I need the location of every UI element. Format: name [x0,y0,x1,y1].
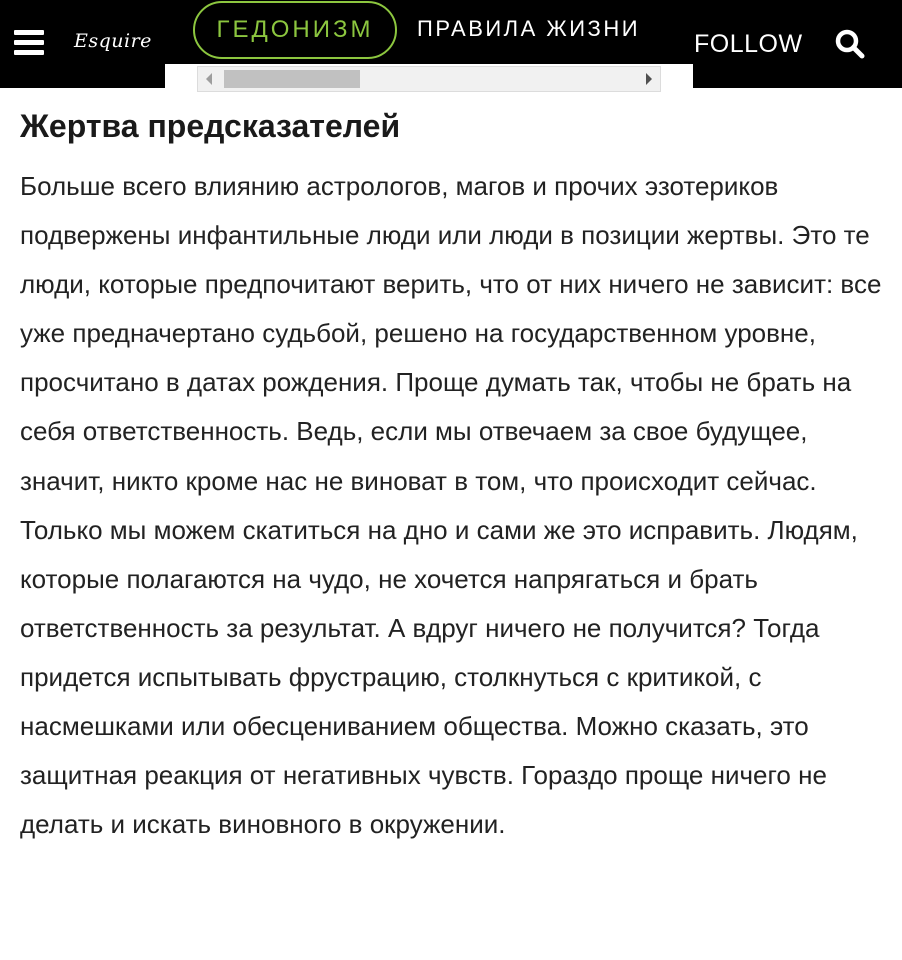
scroll-right-arrow-icon[interactable] [646,73,652,85]
top-navigation-bar [0,0,902,88]
esquire-logo[interactable]: Esquire [74,30,152,52]
horizontal-scrollbar[interactable] [197,66,661,92]
scroll-left-arrow-icon[interactable] [206,73,212,85]
follow-button[interactable]: FOLLOW [694,30,803,58]
menu-icon[interactable] [14,30,44,56]
article-body [20,100,892,849]
nav-item-pravila-zhizni[interactable]: ПРАВИЛА ЖИЗНИ [417,16,641,41]
scrollbar-thumb[interactable] [224,70,360,88]
article-heading: Жертва предсказателей [20,108,401,144]
article-paragraph: Больше всего влиянию астрологов, магов и прочих эзотериков подвержены инфантильные люди или люди в позиции жертвы. Это те люди, которые предпочитают верить, что от них ничего не зависит: все уже предначертано судьбой, решено на государственном уровне, просчитано в датах рождения. Проще думать так, чтобы не брать на себя ответственность. Ведь, если мы отвечаем за свое будущее, значит, никто кроме нас не виноват в том, что происходит сейчас. Только мы можем скатиться на дно и сами же это исправить. Людям, которые полагаются на чудо, не хочется напрягаться и брать ответственность за результат. А вдруг ничего не получится? Тогда придется испытывать фрустрацию, столкнуться с критикой, с насмешками или обесцениванием общества. Можно сказать, это защитная реакция от негативных чувств. Гораздо проще ничего не делать и искать виновного в окружении. [20,171,882,840]
section-nav-strip [165,0,693,64]
nav-item-gedonizm[interactable]: ГЕДОНИЗМ [193,1,397,59]
search-icon[interactable] [834,28,866,60]
section-nav [165,0,693,97]
